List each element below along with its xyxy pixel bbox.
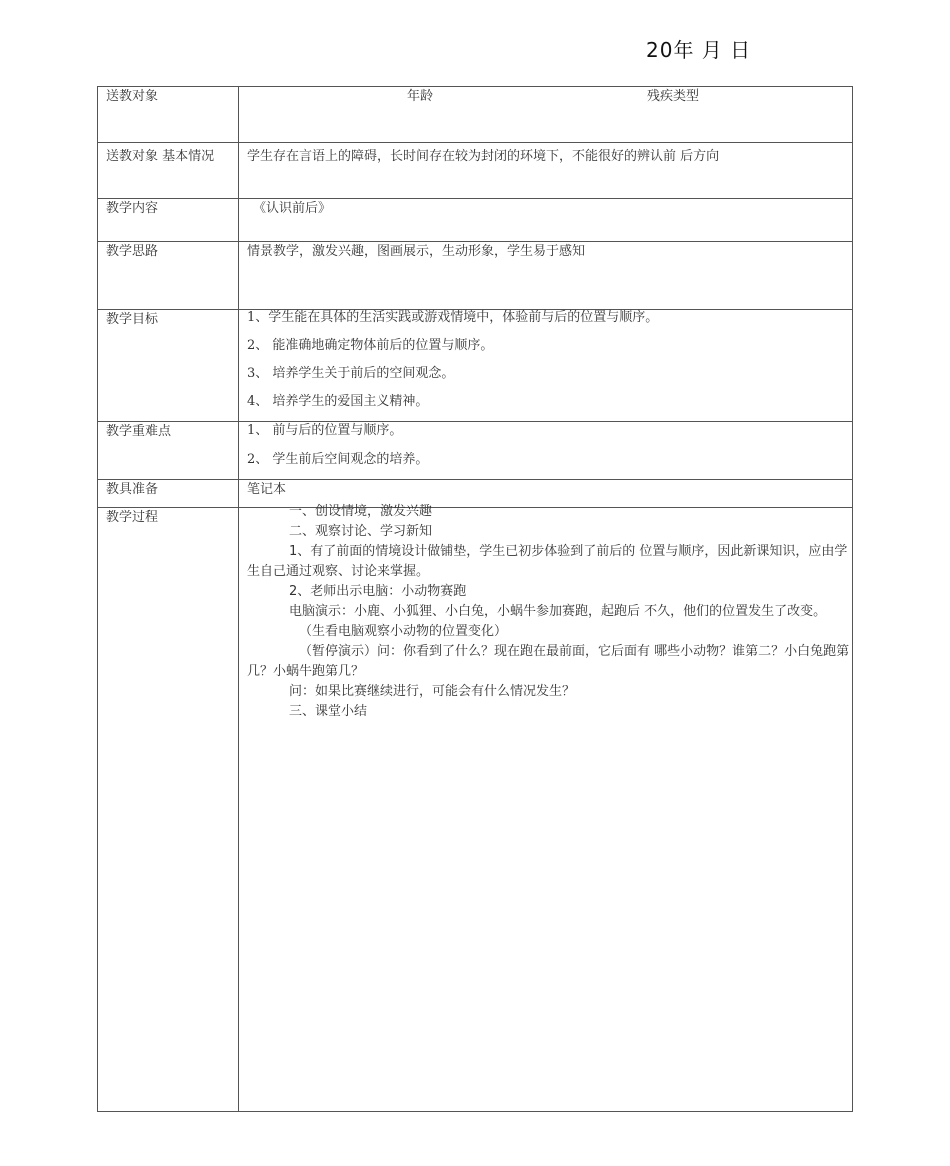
label-goals <box>98 310 239 422</box>
process-paragraph: （生看电脑观察小动物的位置变化） <box>299 624 508 639</box>
cell-key-points <box>239 422 853 480</box>
row-basic-info <box>98 143 853 199</box>
label-student-text: 送教对象 <box>106 89 159 104</box>
age-label: 年龄 <box>407 89 434 104</box>
process-paragraph: 1、有了前面的情境设计做铺垫，学生已初步体验到了前后的 位置与顺序，因此新课知识，应由学生自己通过观察、讨论来掌握。 <box>247 544 848 579</box>
lesson-plan-table <box>97 86 853 1112</box>
key-point-item: 1、 前与后的位置与顺序。 <box>247 423 403 438</box>
process-paragraph: （暂停演示）问：你看到了什么？现在跑在最前面，它后面有 哪些小动物？谁第二？小白兔跑第几？小蜗牛跑第几？ <box>247 644 850 679</box>
label-tools-text: 教具准备 <box>106 482 159 497</box>
label-basic-info-text: 送教对象 基本情况 <box>106 149 215 164</box>
cell-basic-info <box>239 143 853 199</box>
process-paragraph: 三、课堂小结 <box>289 704 368 719</box>
label-goals-text: 教学目标 <box>106 312 159 327</box>
label-process-text: 教学过程 <box>106 510 159 525</box>
row-process <box>98 508 853 1112</box>
label-content-text: 教学内容 <box>106 201 159 216</box>
goal-item: 3、 培养学生关于前后的空间观念。 <box>247 366 455 381</box>
cell-goals <box>239 310 853 422</box>
label-process <box>98 508 239 1112</box>
process-paragraph: 问：如果比赛继续进行，可能会有什么情况发生？ <box>289 684 576 699</box>
key-point-item: 2、 学生前后空间观念的培养。 <box>247 452 429 467</box>
process-paragraph: 2、老师出示电脑：小动物赛跑 <box>289 584 467 599</box>
label-thought <box>98 242 239 310</box>
content-text: 《认识前后》 <box>253 201 332 216</box>
label-basic-info <box>98 143 239 199</box>
date-line: 20年 月 日 <box>646 38 752 62</box>
goal-item: 4、 培养学生的爱国主义精神。 <box>247 394 429 409</box>
cell-content <box>239 199 853 242</box>
cell-process <box>239 504 853 1112</box>
label-key-points <box>98 422 239 480</box>
label-student <box>98 87 239 143</box>
cell-student <box>239 87 853 143</box>
row-student <box>98 87 853 143</box>
tools-text: 笔记本 <box>247 482 287 497</box>
row-goals <box>98 310 853 422</box>
cell-thought <box>239 242 853 310</box>
goal-item: 2、 能准确地确定物体前后的位置与顺序。 <box>247 338 494 353</box>
label-content <box>98 199 239 242</box>
process-paragraph: 一、创设情境，激发兴趣 <box>289 504 433 519</box>
label-key-points-text: 教学重难点 <box>106 424 172 439</box>
basic-info-text: 学生存在言语上的障碍，长时间存在较为封闭的环境下，不能很好的辨认前 后方向 <box>247 149 720 164</box>
process-paragraph: 二、观察讨论、学习新知 <box>289 524 433 539</box>
thought-text: 情景教学，激发兴趣，图画展示，生动形象，学生易于感知 <box>247 244 586 259</box>
goal-item: 1、学生能在具体的生活实践或游戏情境中，体验前与后的位置与顺序。 <box>247 310 659 325</box>
label-thought-text: 教学思路 <box>106 244 159 259</box>
process-paragraph: 电脑演示：小鹿、小狐狸、小白兔，小蜗牛参加赛跑，起跑后 不久，他们的位置发生了改变。 <box>289 604 827 619</box>
disability-type-label: 残疾类型 <box>647 89 700 104</box>
row-thought <box>98 242 853 310</box>
row-key-points <box>98 422 853 480</box>
label-tools <box>98 480 239 508</box>
row-content <box>98 199 853 242</box>
